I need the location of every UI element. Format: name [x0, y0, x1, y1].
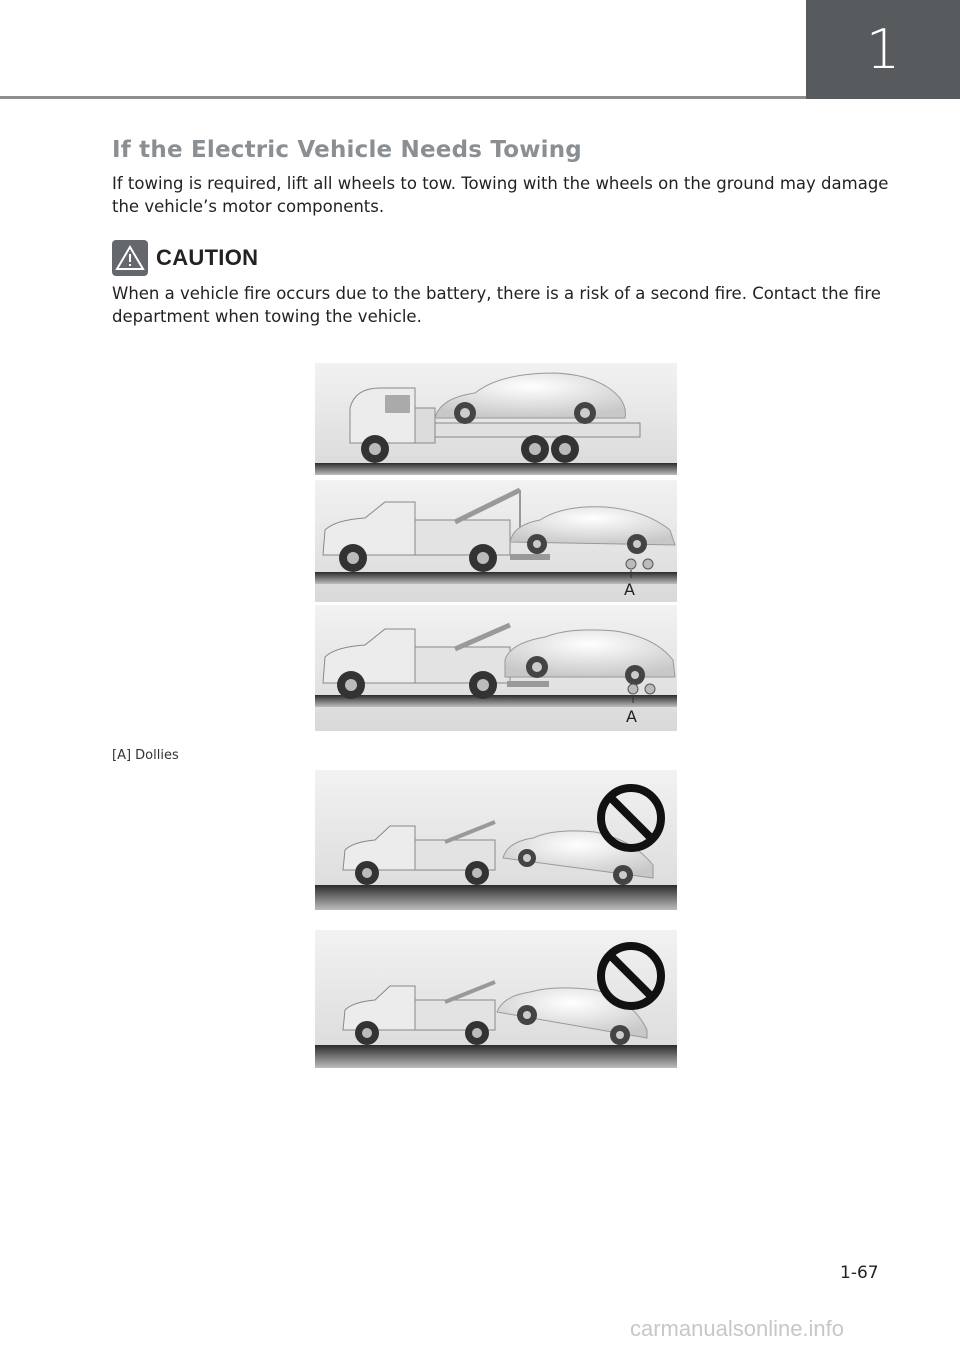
- watermark: carmanualsonline.info: [630, 1316, 845, 1341]
- page-number: 1-67: [840, 1263, 879, 1283]
- flatbed-towing-illustration: [315, 363, 677, 475]
- dolly-marker: A: [624, 580, 635, 599]
- wheel-lift-dollies-front-illustration: [315, 605, 677, 731]
- header-rule: [0, 96, 806, 99]
- intro-paragraph: If towing is required, lift all wheels to tow. Towing with the wheels on the ground may damage the vehicle’s motor components.: [112, 174, 889, 216]
- caution-header: [112, 240, 258, 276]
- warning-triangle-icon: [112, 240, 148, 276]
- caution-text: When a vehicle fire occurs due to the battery, there is a risk of a second fire. Contact the fire department when towing the vehicle.: [112, 284, 881, 326]
- chapter-number: 1: [865, 18, 901, 81]
- prohibited-icon: [595, 940, 667, 1012]
- figure-caption: [A] Dollies: [112, 748, 179, 763]
- dolly-marker: A: [626, 707, 637, 726]
- caution-label: CAUTION: [156, 245, 259, 270]
- section-title: If the Electric Vehicle Needs Towing: [112, 137, 582, 163]
- wheel-lift-dollies-rear-illustration: [315, 480, 677, 602]
- prohibited-towing-illustration-2: [315, 930, 677, 1068]
- chapter-tab: [806, 0, 960, 99]
- prohibited-icon: [595, 782, 667, 854]
- prohibited-towing-illustration-1: [315, 770, 677, 910]
